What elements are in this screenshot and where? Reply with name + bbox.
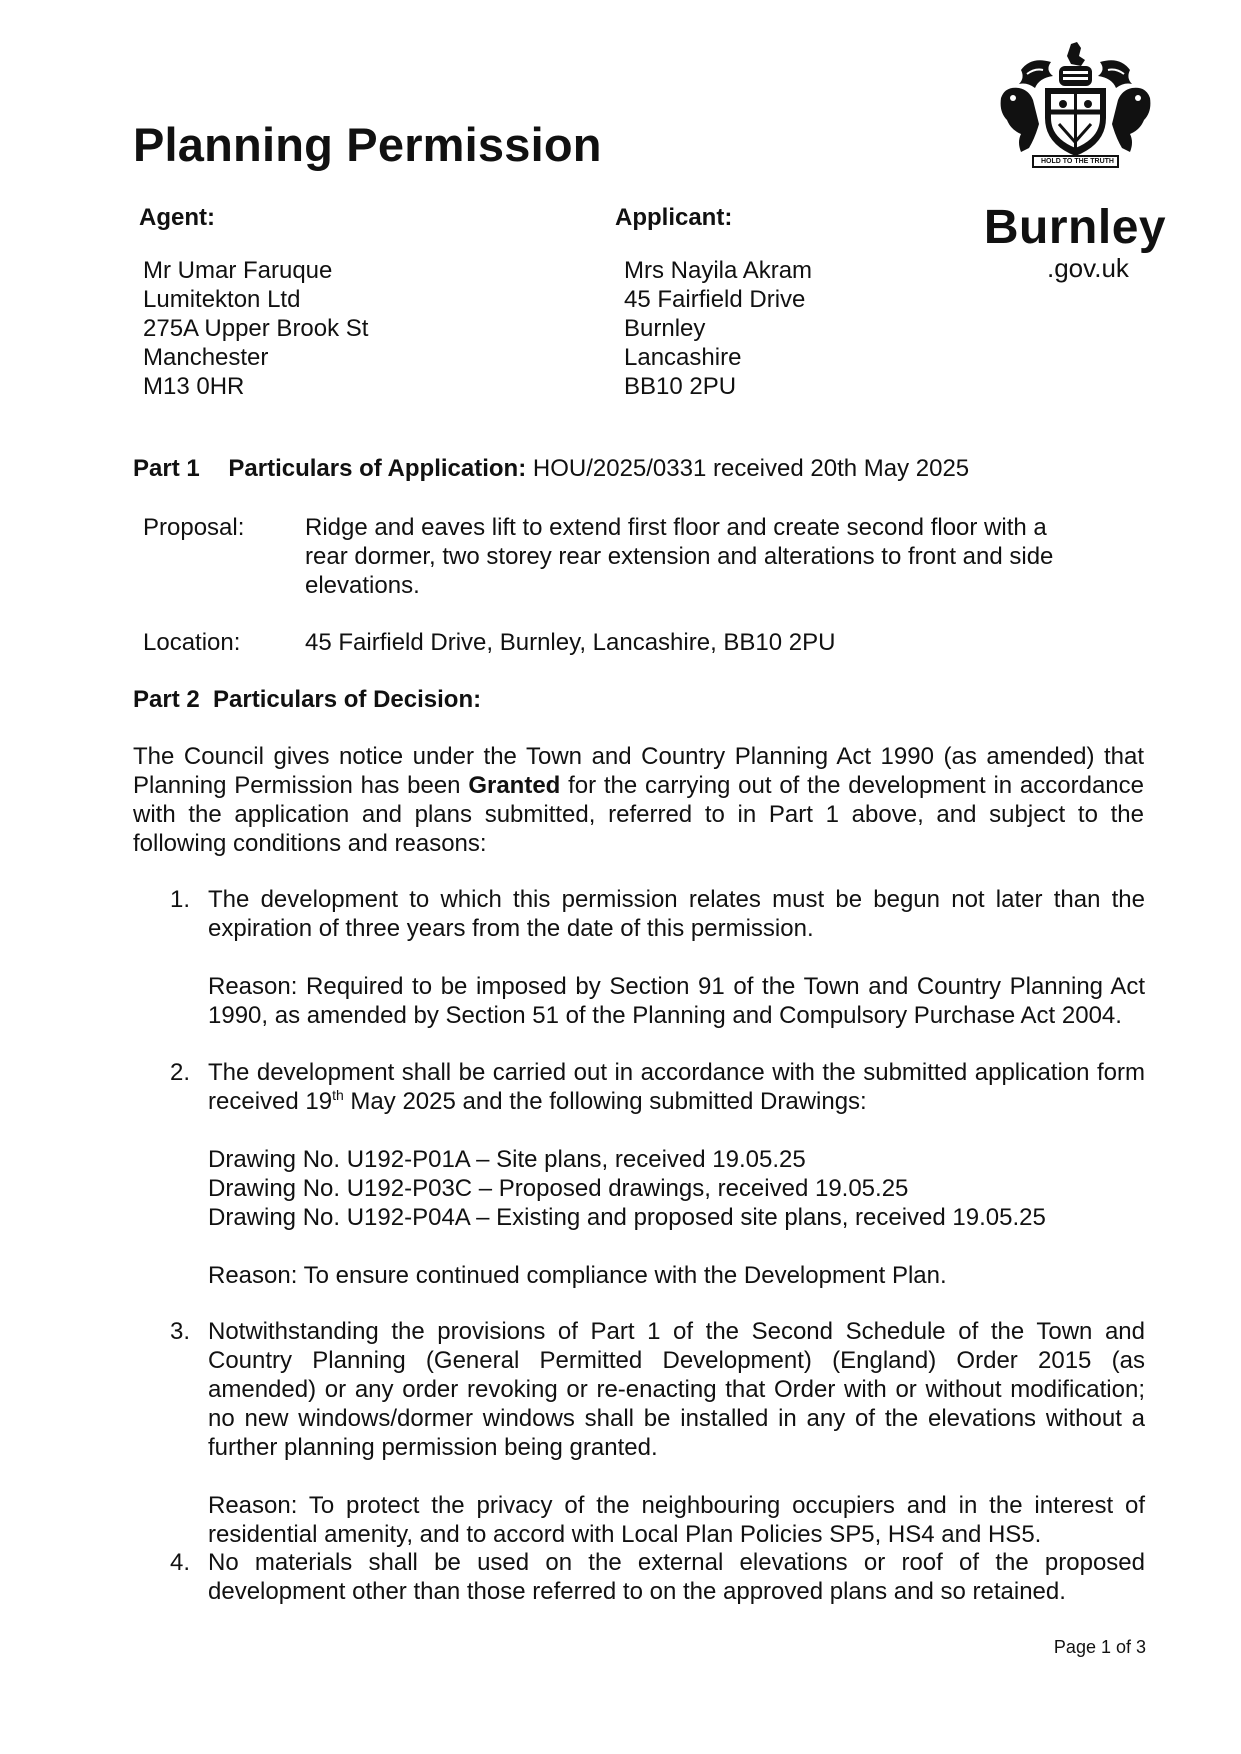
- part2-heading: Part 2 Particulars of Decision:: [133, 686, 482, 713]
- decision-intro: [133, 742, 1144, 858]
- applicant-address-line: BB10 2PU: [624, 373, 737, 400]
- applicant-address-line: Lancashire: [624, 344, 742, 371]
- council-logo: [975, 40, 1175, 283]
- drawing-item: Drawing No. U192-P01A – Site plans, received 19.05.25: [208, 1146, 806, 1173]
- part1-number: Part 1: [133, 455, 200, 482]
- page-title: Planning Permission: [133, 118, 602, 171]
- condition-text: Notwithstanding the provisions of Part 1 of the Second Schedule of the Town and Country Planning (General Permitted Development) (England) Order 2015 (as amended) or any order revoking or re-enacting that Order with or without modification; no new windows/dormer windows shall be installed in any of the elevations without a further planning permission being granted.: [208, 1318, 1145, 1461]
- condition-reason: Reason: To ensure continued compliance with the Development Plan.: [208, 1262, 947, 1289]
- condition-text: The development to which this permission relates must be begun not later than the expiration of three years from the date of this permission.: [208, 886, 1145, 942]
- logo-domain: .gov.uk: [1047, 253, 1129, 283]
- agent-address-line: Manchester: [143, 344, 269, 371]
- proposal-label: Proposal:: [143, 514, 245, 541]
- condition-text: No materials shall be used on the external elevations or roof of the proposed development other than those referred to on the approved plans and so retained.: [208, 1549, 1145, 1605]
- condition-text: [208, 1058, 1145, 1116]
- proposal-text: Ridge and eaves lift to extend first floor and create second floor with a rear dormer, two storey rear extension and alterations to front and side elevations.: [305, 514, 1054, 599]
- condition-number: 3.: [170, 1318, 191, 1345]
- condition-item: [170, 885, 1145, 1030]
- condition-number: 1.: [170, 886, 191, 913]
- condition-number: 4.: [170, 1549, 191, 1576]
- location-label: Location:: [143, 629, 241, 656]
- agent-address-line: M13 0HR: [143, 373, 245, 400]
- agent-address-line: 275A Upper Brook St: [143, 315, 369, 342]
- drawing-item: Drawing No. U192-P04A – Existing and proposed site plans, received 19.05.25: [208, 1204, 1046, 1231]
- part1-heading: [133, 455, 969, 483]
- decision-status: Granted: [468, 772, 561, 799]
- applicant-address-line: Burnley: [624, 315, 706, 342]
- applicant-label: Applicant:: [615, 204, 733, 231]
- drawing-item: Drawing No. U192-P03C – Proposed drawings, received 19.05.25: [208, 1175, 909, 1202]
- application-reference: HOU/2025/0331 received 20th May 2025: [532, 455, 970, 482]
- condition-item: [170, 1548, 1145, 1606]
- agent-address: [143, 256, 368, 401]
- part1-title: Particulars of Application:: [228, 455, 527, 482]
- agent-label: Agent:: [139, 204, 215, 231]
- decision-intro-text: for the carrying out of the development in accordance with the application and plans submitted, referred to in Part 1 above, and subject to the following conditions and reasons:: [133, 772, 1144, 857]
- coat-of-arms-icon: [993, 40, 1158, 168]
- ordinal-suffix: th: [332, 1087, 344, 1103]
- condition-number: 2.: [170, 1059, 191, 1086]
- agent-address-line: Mr Umar Faruque: [143, 257, 333, 284]
- condition-reason: Reason: To protect the privacy of the neighbouring occupiers and in the interest of residential amenity, and to accord with Local Plan Policies SP5, HS4 and HS5.: [208, 1492, 1145, 1548]
- motto-text: HOLD TO THE TRUTH: [1041, 158, 1114, 165]
- logo-wordmark: Burnley: [983, 201, 1167, 254]
- condition-item: [170, 1058, 1145, 1290]
- drawing-list: [208, 1145, 1145, 1232]
- condition-text-part: The development shall be carried out in accordance with the submitted application form received 19: [208, 1059, 1145, 1115]
- condition-reason: Reason: Required to be imposed by Section 91 of the Town and Country Planning Act 1990, as amended by Section 51 of the Planning and Compulsory Purchase Act 2004.: [208, 973, 1145, 1029]
- condition-item: [170, 1317, 1145, 1549]
- applicant-address-line: 45 Fairfield Drive: [624, 286, 806, 313]
- decision-intro-text: The Council gives notice under the Town and Country Planning Act 1990 (as amended) that Planning Permission has been: [133, 743, 1144, 799]
- location-text: 45 Fairfield Drive, Burnley, Lancashire, BB10 2PU: [305, 629, 836, 656]
- condition-text-part: May 2025 and the following submitted Drawings:: [343, 1088, 867, 1115]
- agent-address-line: Lumitekton Ltd: [143, 286, 301, 313]
- applicant-address: [624, 256, 812, 401]
- page-number: Page 1 of 3: [1053, 1637, 1146, 1657]
- applicant-address-line: Mrs Nayila Akram: [624, 257, 813, 284]
